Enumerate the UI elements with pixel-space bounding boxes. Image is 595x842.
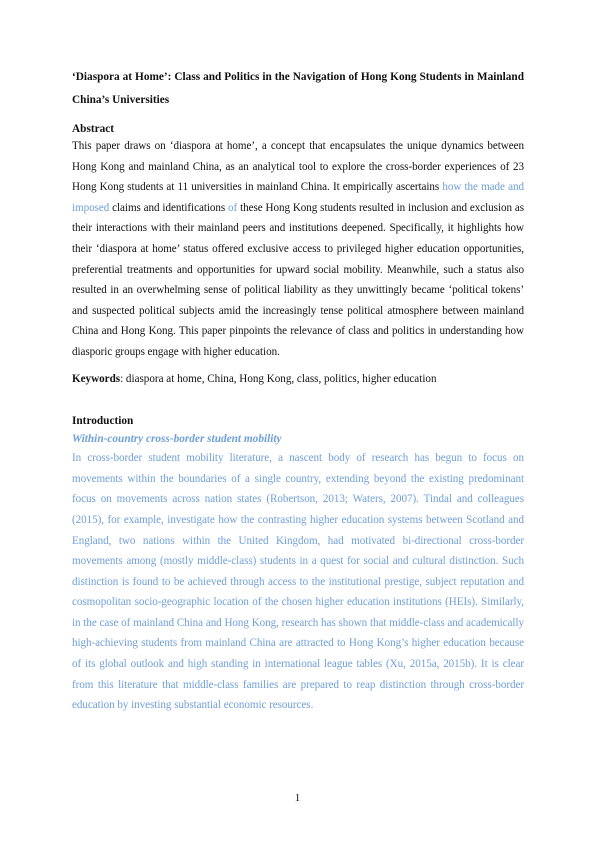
abstract-heading: Abstract: [72, 123, 115, 135]
keywords-text: : diaspora at home, China, Hong Kong, class, politics, higher education: [120, 372, 437, 385]
abstract-text-1: This paper draws on ‘diaspora at home’, a concept that encapsulates the unique dynamics between Hong Kong and mainland China, as an analytical tool to explore the cross-border experiences of 23 Hong Kong students at 11 universities in mainland China. It empirically ascertains: [72, 140, 524, 194]
paper-title: ‘Diaspora at Home’: Class and Politics in the Navigation of Hong Kong Students in Mainland China’s Universities: [72, 71, 524, 106]
abstract-text-2: claims and identifications: [109, 201, 229, 214]
page-number: 1: [294, 792, 301, 804]
abstract-paragraph: [72, 136, 524, 363]
abstract-revised-text-2: of: [228, 201, 238, 214]
document-page: [72, 66, 524, 716]
abstract-revised-text-1: how the made and imposed: [72, 181, 524, 214]
keywords-label: Keywords: [72, 372, 121, 385]
introduction-subheading: Within-country cross-border student mobility: [72, 433, 282, 446]
abstract-text-3: these Hong Kong students resulted in inclusion and exclusion as their interactions with their mainland peers and institutions deepened. Specifically, it highlights how their ‘diaspora at home’ status offered exclusive access to privileged higher education opportunities, preferential treatments and opportunities for upward social mobility. Meanwhile, such a status also resulted in an overwhelming sense of political liability as they unwittingly became ‘political tokens’ and suspected political subjects amid the increasingly tense political atmosphere between mainland China and Hong Kong. This paper pinpoints the relevance of class and politics in understanding how diasporic groups engage with higher education.: [72, 201, 524, 358]
introduction-heading: Introduction: [72, 415, 134, 428]
keywords-line: [72, 369, 524, 390]
introduction-paragraph: In cross-border student mobility literature, a nascent body of research has begun to focus on movements within the boundaries of a single country, extending beyond the existing predominant focus on movements across nation states (Robertson, 2013; Waters, 2007). Tindal and colleagues (2015), for example, investigate how the contrasting higher education systems between Scotland and England, two nations within the United Kingdom, had motivated bi-directional cross-border movements among (mostly middle-class) students in a quest for social and cultural distinction. Such distinction is found to be achieved through access to the institutional prestige, subject reputation and cosmopolitan socio-geographic location of the chosen higher education institutions (HEIs). Similarly, in the case of mainland China and Hong Kong, research has shown that middle-class and academically high-achieving students from mainland China are attracted to Hong Kong’s higher education because of its global outlook and high standing in international league tables (Xu, 2015a, 2015b). It is clear from this literature that middle-class families are prepared to reap distinction through cross-border education by investing substantial economic resources.: [72, 452, 524, 712]
